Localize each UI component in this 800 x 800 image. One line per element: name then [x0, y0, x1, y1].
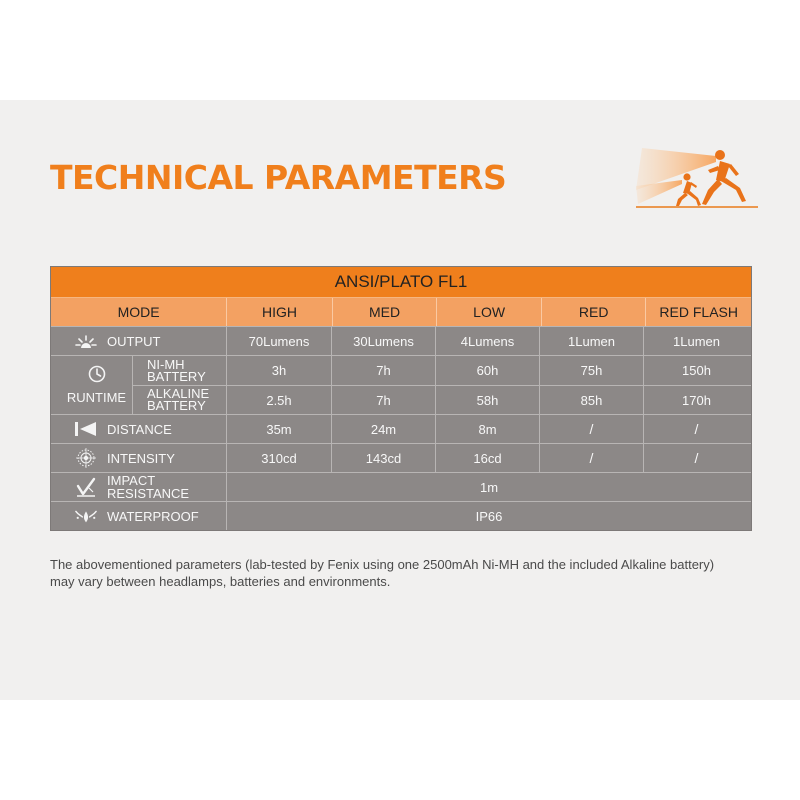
- output-label-cell: [51, 327, 227, 355]
- output-red: 1Lumen: [540, 327, 644, 355]
- distance-beam-icon: [75, 419, 97, 439]
- page-title: TECHNICAL PARAMETERS: [50, 158, 507, 197]
- alkaline-red: 85h: [540, 386, 644, 414]
- distance-high: 35m: [227, 415, 332, 443]
- waterproof-row: [51, 501, 751, 530]
- mode-header: MODE: [51, 298, 227, 326]
- intensity-label-cell: [51, 444, 227, 472]
- alkaline-label: [133, 386, 227, 414]
- intensity-med: 143cd: [332, 444, 436, 472]
- alkaline-low: 58h: [436, 386, 540, 414]
- intensity-high: 310cd: [227, 444, 332, 472]
- output-high: 70Lumens: [227, 327, 332, 355]
- runtime-label-cell: [51, 356, 133, 414]
- distance-row: [51, 414, 751, 443]
- nimh-red-flash: 150h: [682, 363, 711, 378]
- impact-drop-icon: [75, 477, 97, 497]
- mode-high: HIGH: [227, 298, 333, 326]
- footnote-line1: The abovementioned parameters (lab-tested by Fenix using one 2500mAh Ni-MH and the included Alkaline battery): [50, 557, 715, 572]
- impact-label-cell: [51, 473, 227, 501]
- alkaline-high: 2.5h: [227, 386, 332, 414]
- distance-low: 8m: [436, 415, 540, 443]
- nimh-label: [133, 356, 227, 385]
- alkaline-red-flash: 170h: [682, 392, 711, 408]
- waterproof-label: WATERPROOF: [107, 508, 199, 524]
- intensity-target-icon: [75, 448, 97, 468]
- output-burst-icon: [75, 331, 97, 351]
- distance-label-cell: [51, 415, 227, 443]
- impact-value: 1m: [479, 479, 499, 495]
- intensity-red: /: [540, 444, 644, 472]
- distance-label: DISTANCE: [107, 421, 172, 437]
- waterproof-splash-icon: [75, 506, 97, 526]
- output-row: [51, 326, 751, 355]
- alkaline-label-line2: BATTERY: [147, 398, 206, 413]
- footnote-line2: may vary between headlamps, batteries and environments.: [50, 574, 391, 589]
- waterproof-label-cell: [51, 502, 227, 530]
- output-med: 30Lumens: [332, 327, 436, 355]
- standard-bar: ANSI/PLATO FL1: [51, 267, 751, 298]
- mode-red-flash: RED FLASH: [659, 304, 738, 320]
- runtime-alkaline-row: [133, 385, 751, 414]
- mode-red: RED: [542, 298, 647, 326]
- intensity-low: 16cd: [436, 444, 540, 472]
- nimh-red: 75h: [540, 356, 644, 385]
- output-label: OUTPUT: [107, 333, 161, 349]
- intensity-row: [51, 443, 751, 472]
- impact-label-line2: RESISTANCE: [107, 486, 190, 501]
- waterproof-value: IP66: [475, 508, 503, 524]
- intensity-red-flash: /: [694, 450, 699, 466]
- distance-red-flash: /: [694, 421, 699, 437]
- mode-med: MED: [333, 298, 438, 326]
- output-low: 4Lumens: [436, 327, 540, 355]
- clock-icon: [88, 365, 106, 386]
- alkaline-label-line1: ALKALINE: [147, 386, 210, 401]
- distance-red: /: [540, 415, 644, 443]
- nimh-low: 60h: [436, 356, 540, 385]
- mode-low: LOW: [437, 298, 542, 326]
- runtime-group: [51, 355, 751, 414]
- footnote: [50, 556, 760, 590]
- nimh-label-line2: BATTERY: [147, 368, 206, 384]
- intensity-label: INTENSITY: [107, 450, 175, 466]
- header-row: [51, 298, 751, 326]
- impact-label-line1: IMPACT: [107, 473, 156, 488]
- runtime-nimh-row: [133, 356, 751, 385]
- alkaline-med: 7h: [332, 386, 436, 414]
- nimh-med: 7h: [332, 356, 436, 385]
- nimh-label-line1: NI-MH: [147, 356, 185, 372]
- runners-illustration-icon: [632, 146, 758, 212]
- nimh-high: 3h: [227, 356, 332, 385]
- impact-label: [107, 474, 189, 500]
- parameters-table: [50, 266, 752, 531]
- runtime-label: RUNTIME: [66, 390, 127, 405]
- impact-row: [51, 472, 751, 501]
- output-red-flash: 1Lumen: [673, 333, 720, 349]
- distance-med: 24m: [332, 415, 436, 443]
